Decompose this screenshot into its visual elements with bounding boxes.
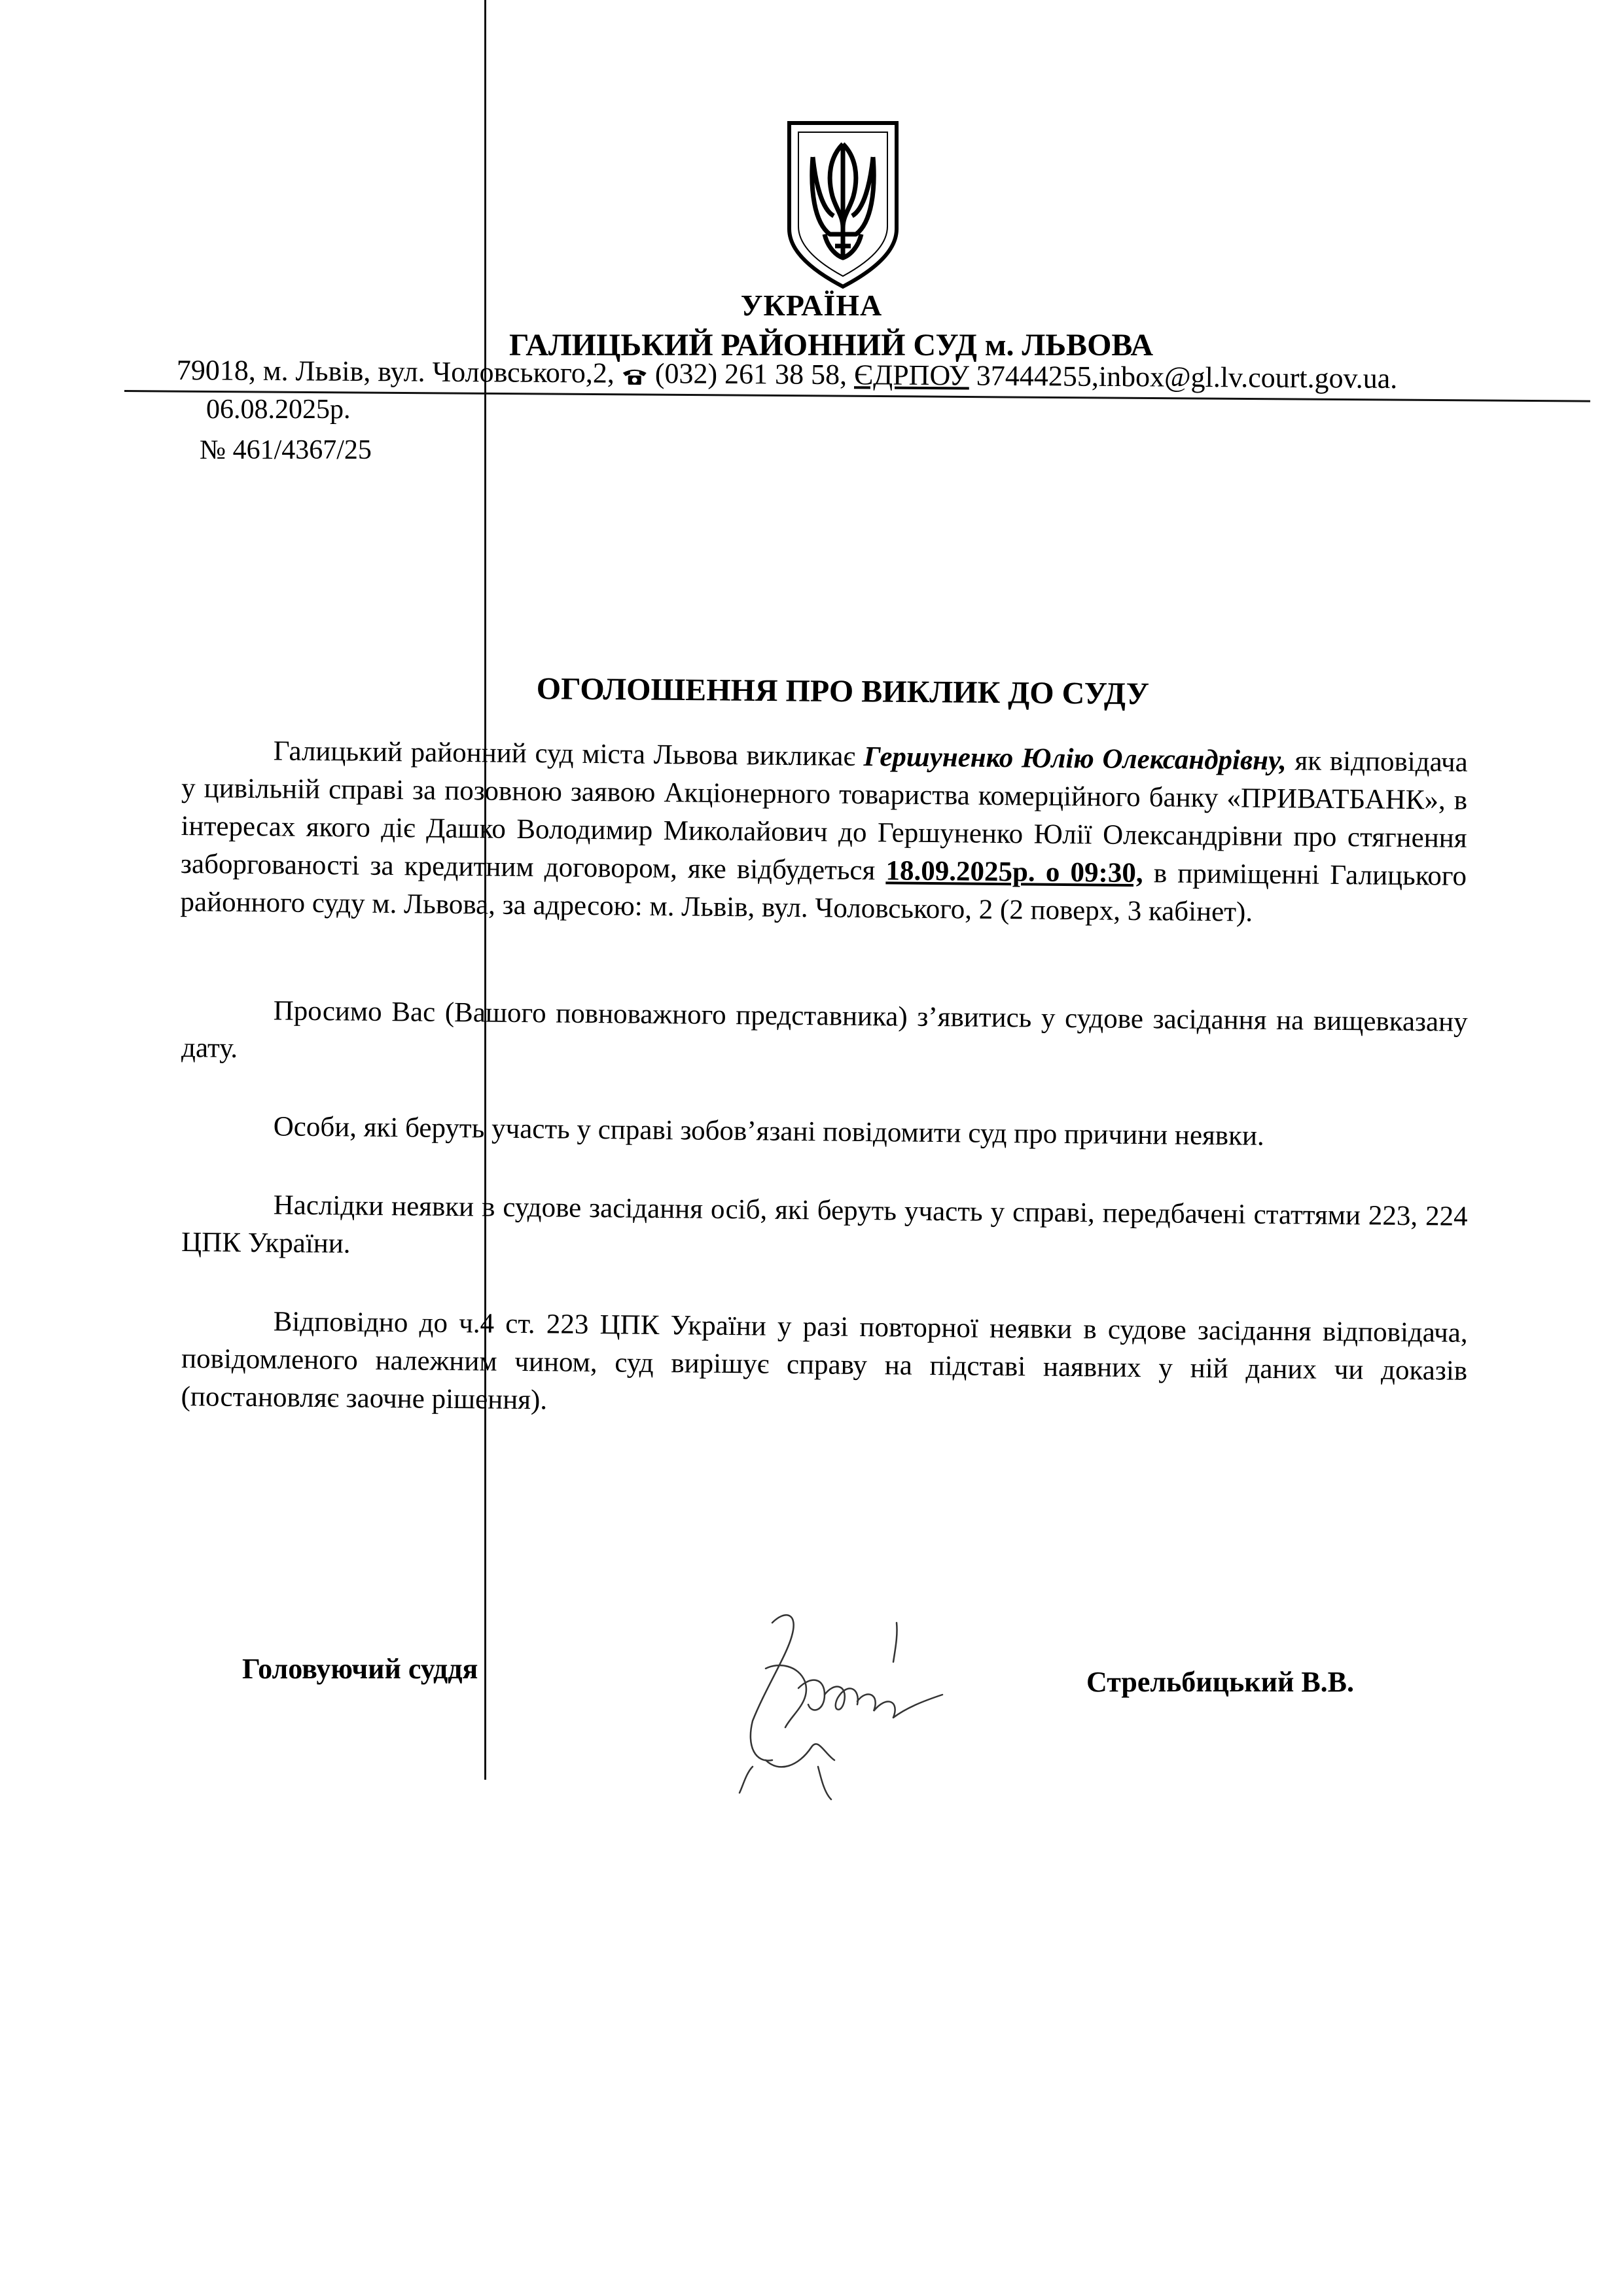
summons-text-a: Галицький районний суд міста Львова викликає: [273, 735, 856, 772]
edrpou-label: ЄДРПОУ: [853, 359, 970, 392]
phone-icon: [622, 366, 648, 386]
document-date: 06.08.2025р.: [206, 395, 351, 425]
court-phone: (032) 261 38 58,: [654, 357, 847, 391]
signer-role: Головуючий суддя: [242, 1653, 478, 1685]
request-paragraph: Просимо Вас (Вашого повноважного представника) з’явитись у судове засідання на вищевказану дату.: [181, 995, 1468, 1064]
consequences-paragraph: Наслідки неявки в судове засідання осіб, які беруть участь у справі, передбачені статтями 223, 224 ЦПК України.: [181, 1190, 1468, 1260]
summons-text-c: в приміщенні Галицького районного суду м. Львова, за адресою: м. Львів, вул. Чоловського, 2 (2 поверх, 3 кабінет).: [180, 858, 1467, 928]
notice-paragraph: Особи, які беруть участь у справі зобов’язані повідомити суд про причини неявки.: [273, 1111, 1265, 1152]
country-heading: УКРАЇНА: [740, 289, 883, 322]
trident-emblem-icon: [784, 118, 902, 291]
page-title: ОГОЛОШЕННЯ ПРО ВИКЛИК ДО СУДУ: [536, 671, 1150, 712]
summons-text-b: як відповідача у цивільній справі за позовною заявою Акціонерного товариства комерційного банку «ПРИВАТБАНК», в інтересах якого діє Дашко Володимир Миколайович до Гершуненко Юлії Олександрівни про стягнення заборгованості за кредитним договором, яке відбудеться: [180, 745, 1468, 887]
edrpou-email: 37444255,inbox@gl.lv.court.gov.ua.: [976, 359, 1398, 395]
summons-paragraph: [180, 732, 1468, 934]
defendant-name: Гершуненко Юлію Олександрівну,: [863, 741, 1287, 777]
court-name-heading: ГАЛИЦЬКИЙ РАЙОННИЙ СУД м. ЛЬВОВА: [508, 328, 1154, 362]
handwritten-signature: [726, 1597, 962, 1812]
hearing-datetime: 18.09.2025р. о 09:30,: [885, 855, 1143, 889]
court-address: 79018, м. Львів, вул. Чоловського,2,: [176, 354, 615, 389]
signer-name: Стрельбицький В.В.: [1086, 1666, 1355, 1698]
case-number: № 461/4367/25: [200, 435, 372, 465]
absentia-paragraph: Відповідно до ч.4 ст. 223 ЦПК України у разі повторної неявки в судове засідання відповідача, повідомленого належним чином, суд вирішує справу на підставі наявних у ній даних чи доказів (постановляє заочне рішення).: [181, 1306, 1468, 1416]
